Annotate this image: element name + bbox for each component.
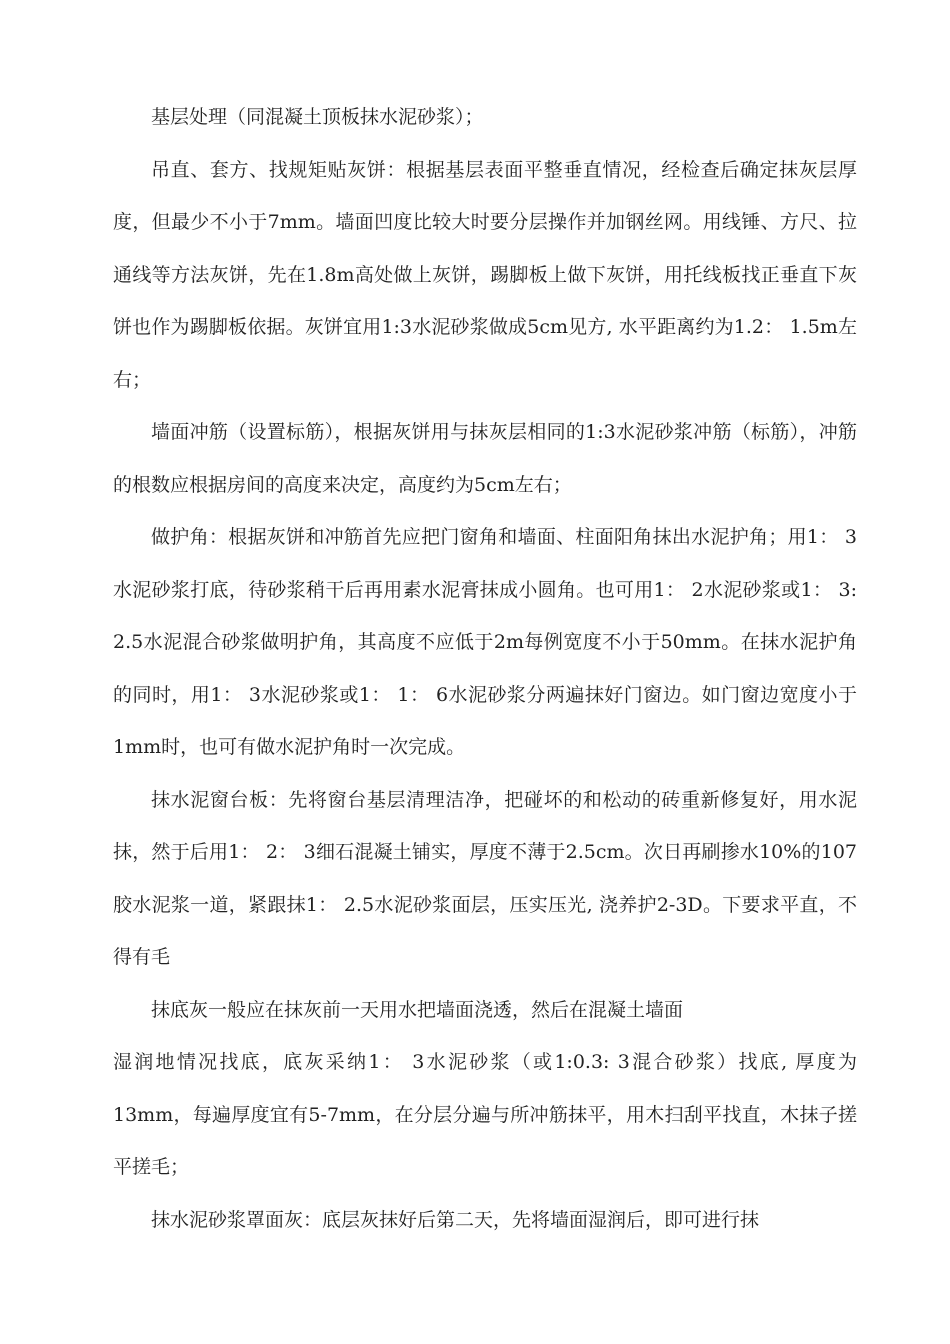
paragraph-finish-coat: 抹水泥砂浆罩面灰：底层灰抹好后第二天，先将墙面湿润后，即可进行抹 — [151, 1208, 760, 1231]
paragraph-corner-protection: 做护角：根据灰饼和冲筋首先应把门窗角和墙面、柱面阳角抹出水泥护角；用1： 3水泥砂浆打底，待砂浆稍干后再用素水泥膏抹成小圆角。也可用1： 2水泥砂浆或1： 3: 2.5水泥混合砂浆做明护角，其高度不应低于2m每例宽度不小于50mm。在抹水泥护角的同时，用1： 3水泥砂浆或1： 1： 6水泥砂浆分两遍抹好门窗边。如门窗边宽度小于1mm时，也可有做水泥护角时一次完成。 — [113, 526, 857, 758]
paragraph-wall-screeding: 墙面冲筋（设置标筋），根据灰饼用与抹灰层相同的1:3水泥砂浆冲筋（标筋），冲筋的根数应根据房间的高度来决定，高度约为5cm左右； — [113, 421, 857, 496]
paragraph-base-treatment: 基层处理（同混凝土顶板抹水泥砂浆）； — [151, 106, 484, 128]
paragraph-base-coat-intro: 抹底灰一般应在抹灰前一天用水把墙面浇透，然后在混凝土墙面 — [151, 998, 684, 1021]
paragraph-window-sill: 抹水泥窗台板：先将窗台基层清理洁净，把碰坏的和松动的砖重新修复好，用水泥抹，然于后用1： 2： 3细石混凝土铺实，厚度不薄于2.5cm。次日再刷掺水10%的107胶水泥浆一道，紧跟抹1： 2.5水泥砂浆面层，压实压光, 浇养护2-3D。下要求平直，不得有毛 — [113, 788, 857, 968]
paragraph-plumb-and-ash-cakes: 吊直、套方、找规矩贴灰饼：根据基层表面平整垂直情况，经检查后确定抹灰层厚度，但最少不小于7mm。墙面凹度比较大时要分层操作并加钢丝网。用线锤、方尺、拉通线等方法灰饼，先在1.8m高处做上灰饼，踢脚板上做下灰饼，用托线板找正垂直下灰饼也作为踢脚板依据。灰饼宜用1:3水泥砂浆做成5cm见方, 水平距离约为1.2： 1.5m左右； — [113, 158, 857, 391]
paragraph-base-coat-continued: 湿润地情况找底，底灰采纳1： 3水泥砂浆（或1:0.3: 3混合砂浆）找底, 厚度为13mm，每遍厚度宜有5-7mm，在分层分遍与所冲筋抹平，用木扫刮平找直，木抹子搓平搓毛； — [113, 1051, 857, 1178]
document-body — [113, 91, 857, 1246]
